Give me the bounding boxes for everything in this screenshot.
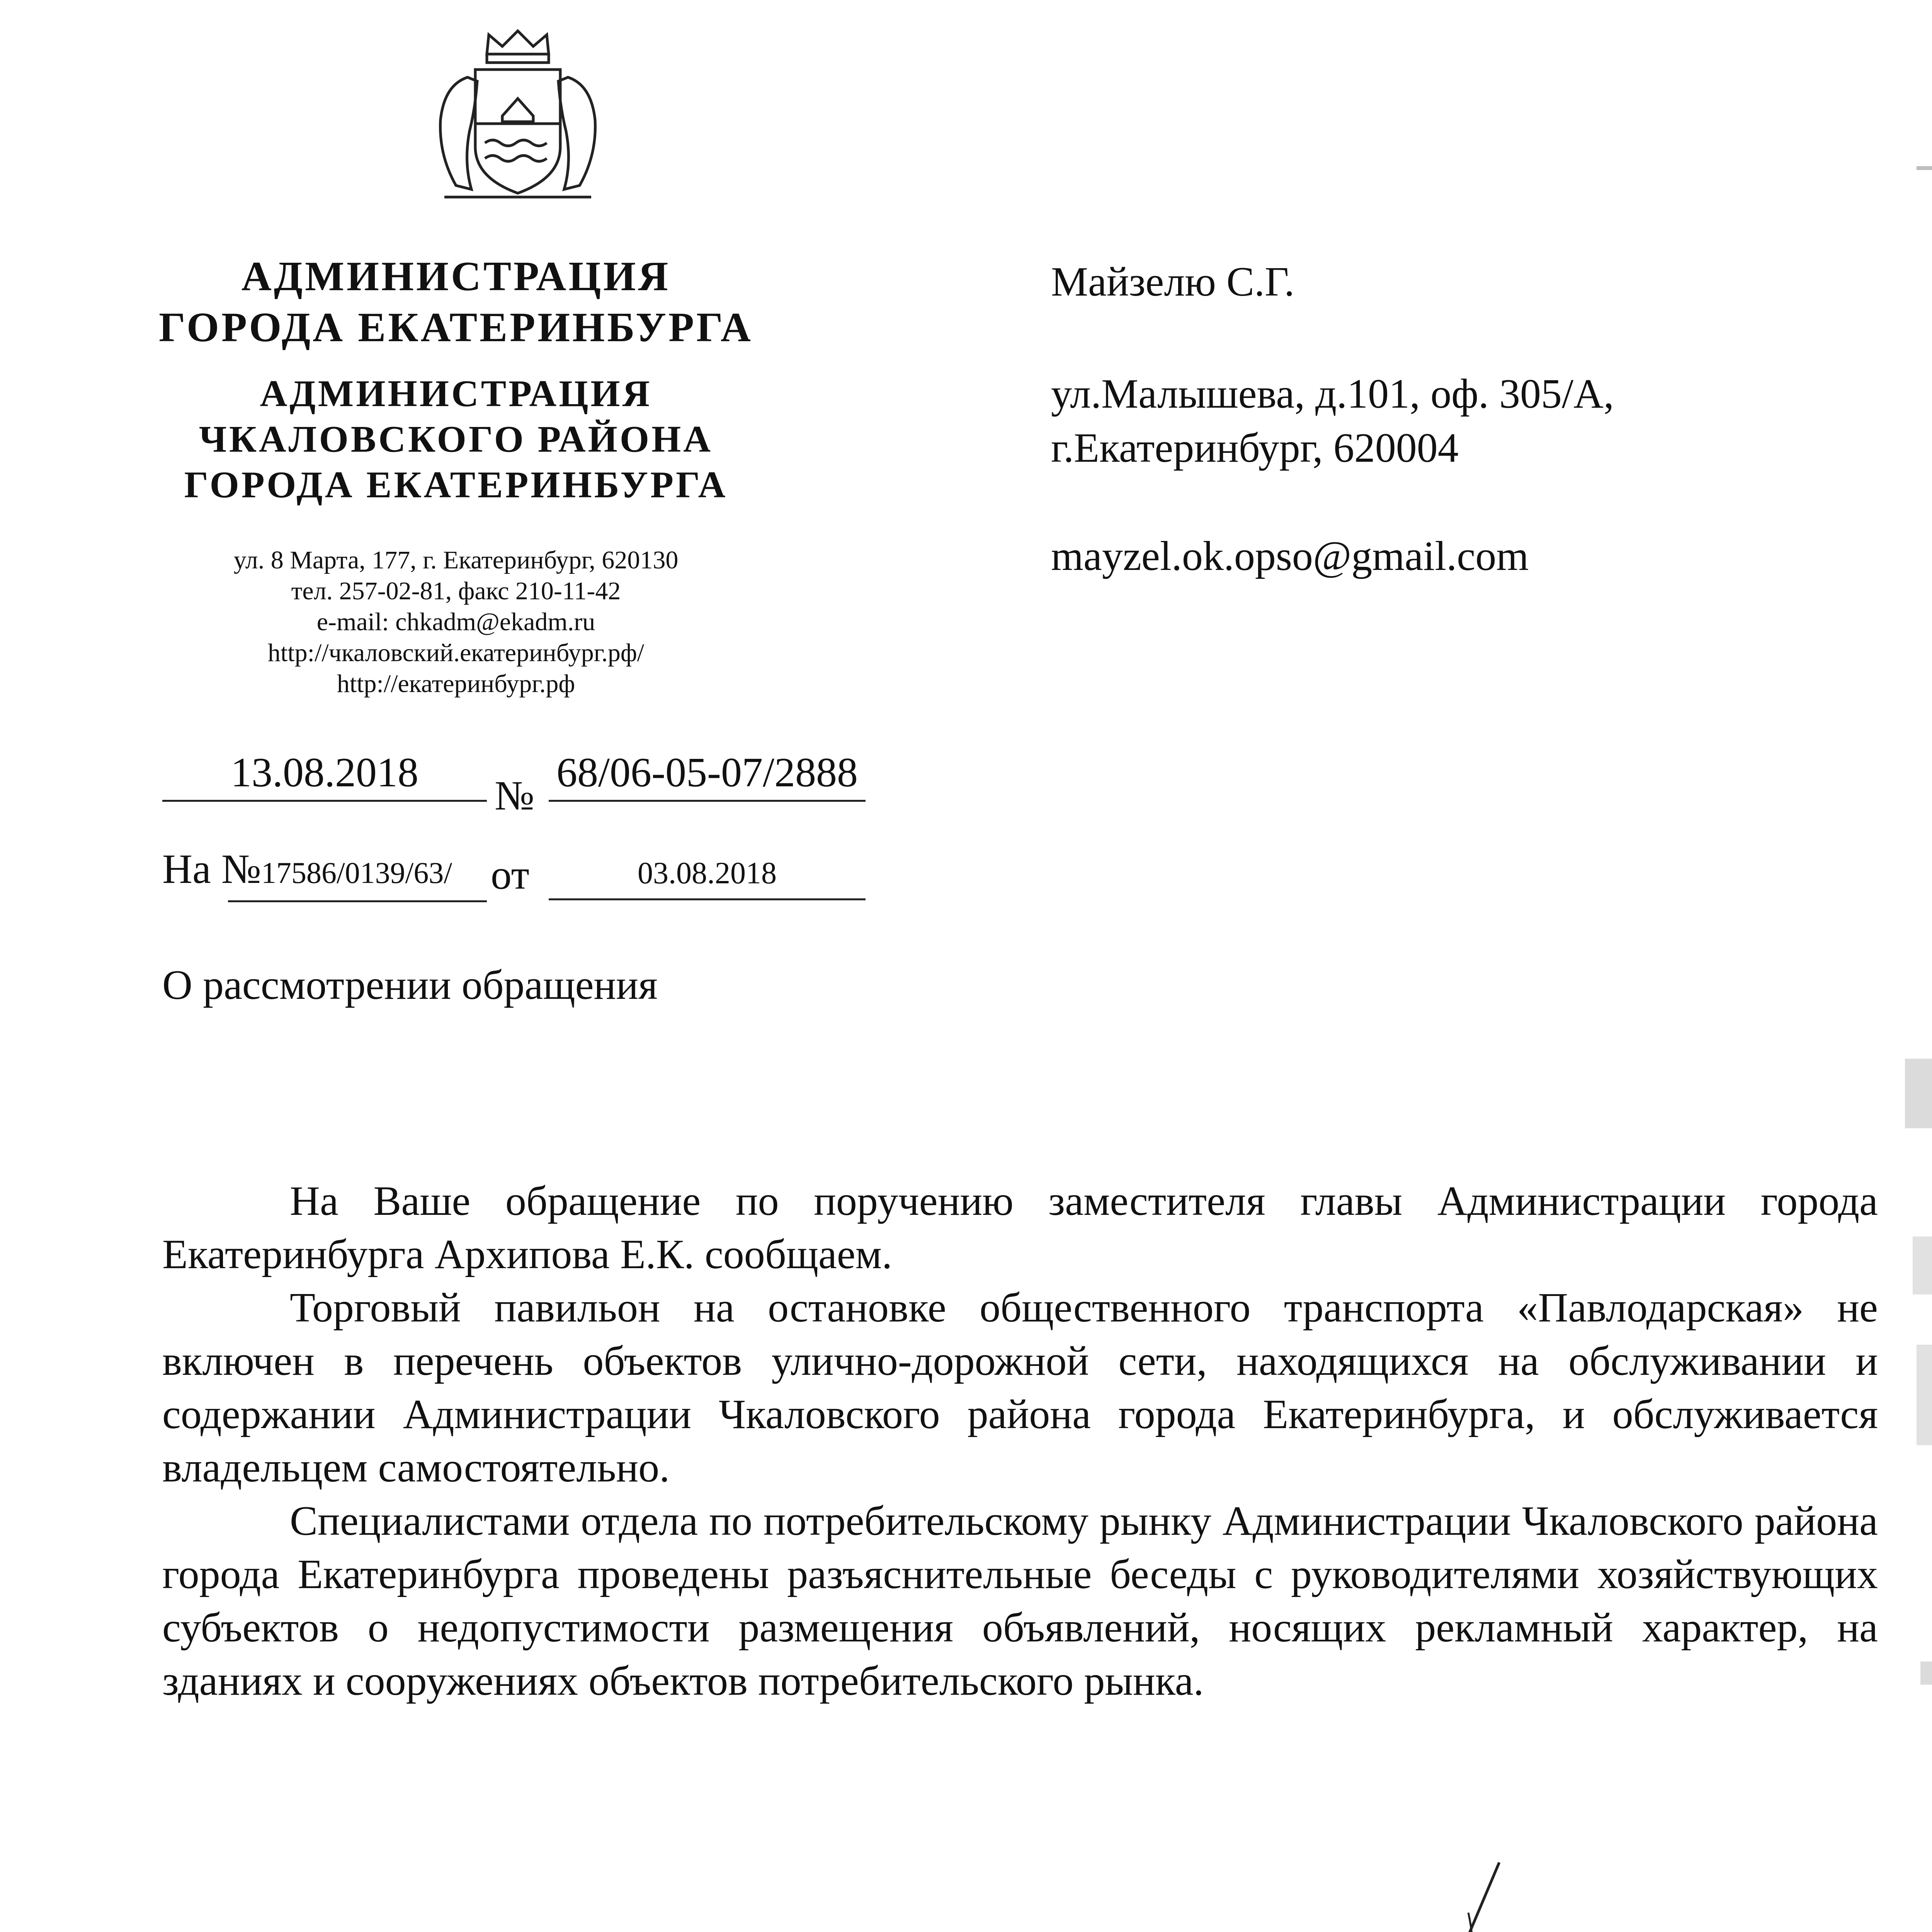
body-paragraph-1: На Ваше обращение по поручению заместителя главы Администрации города Екатеринбурга Архипова Е.К. сообщаем. xyxy=(162,1178,1878,1277)
outgoing-date-field xyxy=(162,746,487,802)
recipient-city: г.Екатеринбург, 620004 xyxy=(1051,425,1459,471)
recipient-name: Майзелю С.Г. xyxy=(1051,259,1295,305)
scan-artifact xyxy=(1920,1662,1932,1685)
admin-city-title-line2: ГОРОДА ЕКАТЕРИНБУРГА xyxy=(159,304,753,350)
admin-city-title-line1: АДМИНИСТРАЦИЯ xyxy=(241,253,671,299)
coat-of-arms-emblem xyxy=(410,27,626,209)
scan-artifact xyxy=(1913,1236,1932,1294)
admin-district-title-line2: ЧКАЛОВСКОГО РАЙОНА xyxy=(199,418,713,460)
website-district: http://чкаловский.екатеринбург.рф/ xyxy=(267,639,645,667)
address-line: ул. 8 Марта, 177, г. Екатеринбург, 620130 xyxy=(233,546,679,574)
scan-artifact xyxy=(1905,1059,1932,1128)
recipient-email: mayzel.ok.opso@gmail.com xyxy=(1051,533,1529,579)
number-sign: № xyxy=(495,773,535,819)
letter-body xyxy=(162,1175,1878,1708)
reference-date-field xyxy=(549,848,866,900)
reference-from-label: от xyxy=(491,852,529,898)
admin-district-title-line1: АДМИНИСТРАЦИЯ xyxy=(260,373,652,415)
reference-number-field xyxy=(162,842,487,900)
subject-line: О рассмотрении обращения xyxy=(162,962,658,1008)
reference-date: 03.08.2018 xyxy=(638,856,777,890)
phone-fax-line: тел. 257-02-81, факс 210-11-42 xyxy=(291,577,621,605)
website-city: http://екатеринбург.рф xyxy=(337,670,575,698)
scan-artifact xyxy=(1917,1345,1932,1445)
scan-artifact xyxy=(1917,166,1932,170)
outgoing-number: 68/06-05-07/2888 xyxy=(556,750,858,796)
email-line: e-mail: chkadm@ekadm.ru xyxy=(316,608,595,636)
body-paragraph-3: Специалистами отдела по потребительскому рынку Администрации Чкаловского района города Екатеринбурга проведены разъяснительные беседы с руководителями хозяйствующих субъектов о недопустимости размещения объявлений, носящих рекламный характер, на зданиях и сооружениях объектов потребительского рынка. xyxy=(162,1498,1878,1704)
outgoing-number-field xyxy=(549,746,866,802)
reference-number-underline xyxy=(228,900,487,902)
recipient-street: ул.Малышева, д.101, оф. 305/А, xyxy=(1051,371,1614,417)
signatory-position xyxy=(162,1928,693,1932)
reference-number: 17586/0139/63/ xyxy=(261,856,452,889)
admin-district-title-line3: ГОРОДА ЕКАТЕРИНБУРГА xyxy=(184,464,728,506)
handwritten-signature xyxy=(1410,1855,1549,1932)
body-paragraph-2: Торговый павильон на остановке общественного транспорта «Павлодарская» не включен в перечень объектов улично-дорожной сети, находящихся на обслуживании и содержании Администрации Чкаловского района города Екатеринбурга, и обслуживается владельцем самостоятельно. xyxy=(162,1285,1878,1491)
outgoing-date: 13.08.2018 xyxy=(231,750,418,796)
reference-prefix: На № xyxy=(162,846,261,892)
